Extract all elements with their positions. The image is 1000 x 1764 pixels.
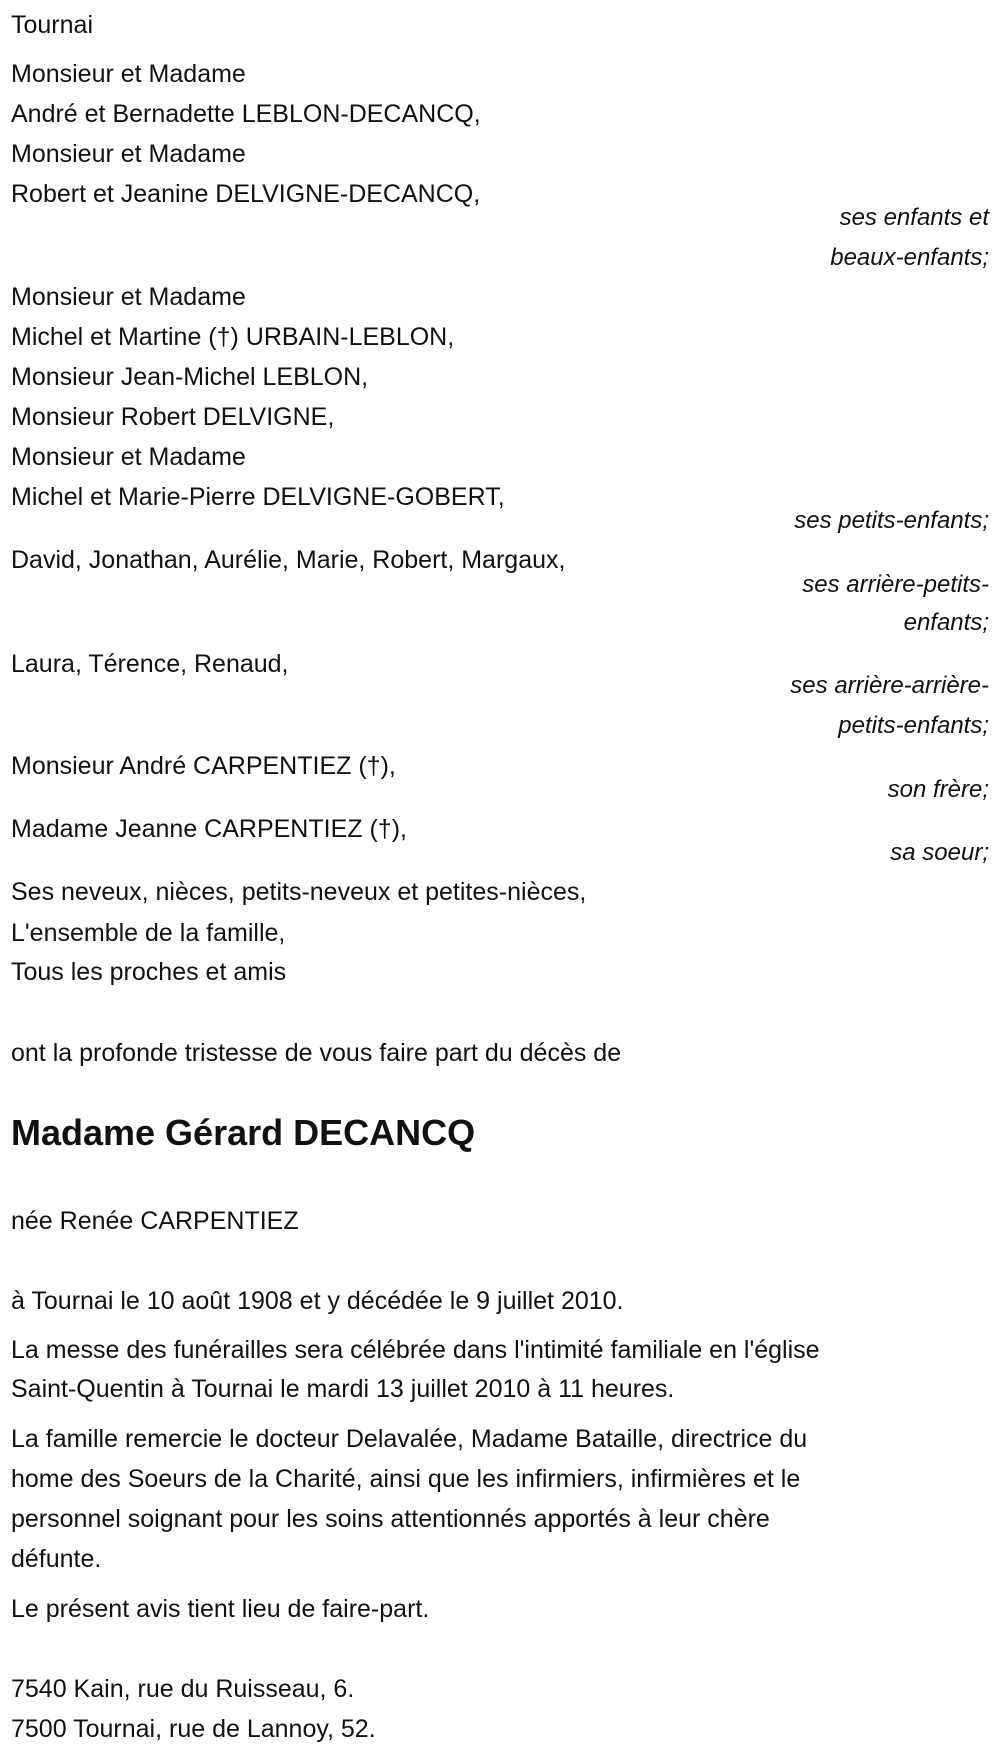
address: 7540 Kain, rue du Ruisseau, 6. [11, 1675, 355, 1703]
family-line: Monsieur André CARPENTIEZ (†), [11, 752, 396, 780]
family-line: L'ensemble de la famille, [11, 919, 286, 947]
family-line: Monsieur et Madame [11, 283, 246, 311]
relation-label: ses enfants et [839, 204, 989, 231]
relation-label: enfants; [903, 609, 989, 636]
body-line: personnel soignant pour les soins attentionnés apportés à leur chère [11, 1505, 770, 1533]
relation-label: beaux-enfants; [830, 244, 989, 271]
relation-label: son frère; [887, 776, 989, 803]
relation-label: ses arrière-arrière- [790, 672, 989, 699]
family-line: André et Bernadette LEBLON-DECANCQ, [11, 100, 481, 128]
body-line: Saint-Quentin à Tournai le mardi 13 juillet 2010 à 11 heures. [11, 1375, 675, 1403]
relation-label: sa soeur; [890, 839, 989, 866]
body-line: home des Soeurs de la Charité, ainsi que les infirmiers, infirmières et le [11, 1465, 801, 1493]
relation-label: petits-enfants; [838, 712, 989, 739]
body-line: La famille remercie le docteur Delavalée, Madame Bataille, directrice du [11, 1425, 808, 1453]
body-line: La messe des funérailles sera célébrée dans l'intimité familiale en l'église [11, 1336, 820, 1364]
family-line: Robert et Jeanine DELVIGNE-DECANCQ, [11, 180, 481, 208]
family-line: Ses neveux, nièces, petits-neveux et petites-nièces, [11, 878, 587, 906]
city: Tournai [11, 11, 93, 39]
body-line: à Tournai le 10 août 1908 et y décédée le 9 juillet 2010. [11, 1287, 624, 1315]
relation-label: ses arrière-petits- [802, 571, 989, 598]
family-line: Monsieur et Madame [11, 140, 246, 168]
body-line: défunte. [11, 1545, 102, 1573]
family-line: Michel et Martine (†) URBAIN-LEBLON, [11, 323, 455, 351]
maiden-name: née Renée CARPENTIEZ [11, 1207, 299, 1235]
announcement: ont la profonde tristesse de vous faire part du décès de [11, 1039, 622, 1067]
family-line: Monsieur Jean-Michel LEBLON, [11, 363, 369, 391]
family-line: Monsieur et Madame [11, 443, 246, 471]
family-line: Tous les proches et amis [11, 958, 287, 986]
family-line: Monsieur et Madame [11, 60, 246, 88]
family-line: David, Jonathan, Aurélie, Marie, Robert, Margaux, [11, 546, 566, 574]
family-line: Michel et Marie-Pierre DELVIGNE-GOBERT, [11, 483, 505, 511]
family-line: Laura, Térence, Renaud, [11, 650, 289, 678]
address: 7500 Tournai, rue de Lannoy, 52. [11, 1715, 376, 1743]
body-line: Le présent avis tient lieu de faire-part. [11, 1595, 430, 1623]
deceased-name: Madame Gérard DECANCQ [11, 1112, 476, 1153]
relation-label: ses petits-enfants; [794, 507, 989, 534]
family-line: Monsieur Robert DELVIGNE, [11, 403, 335, 431]
family-line: Madame Jeanne CARPENTIEZ (†), [11, 815, 407, 843]
